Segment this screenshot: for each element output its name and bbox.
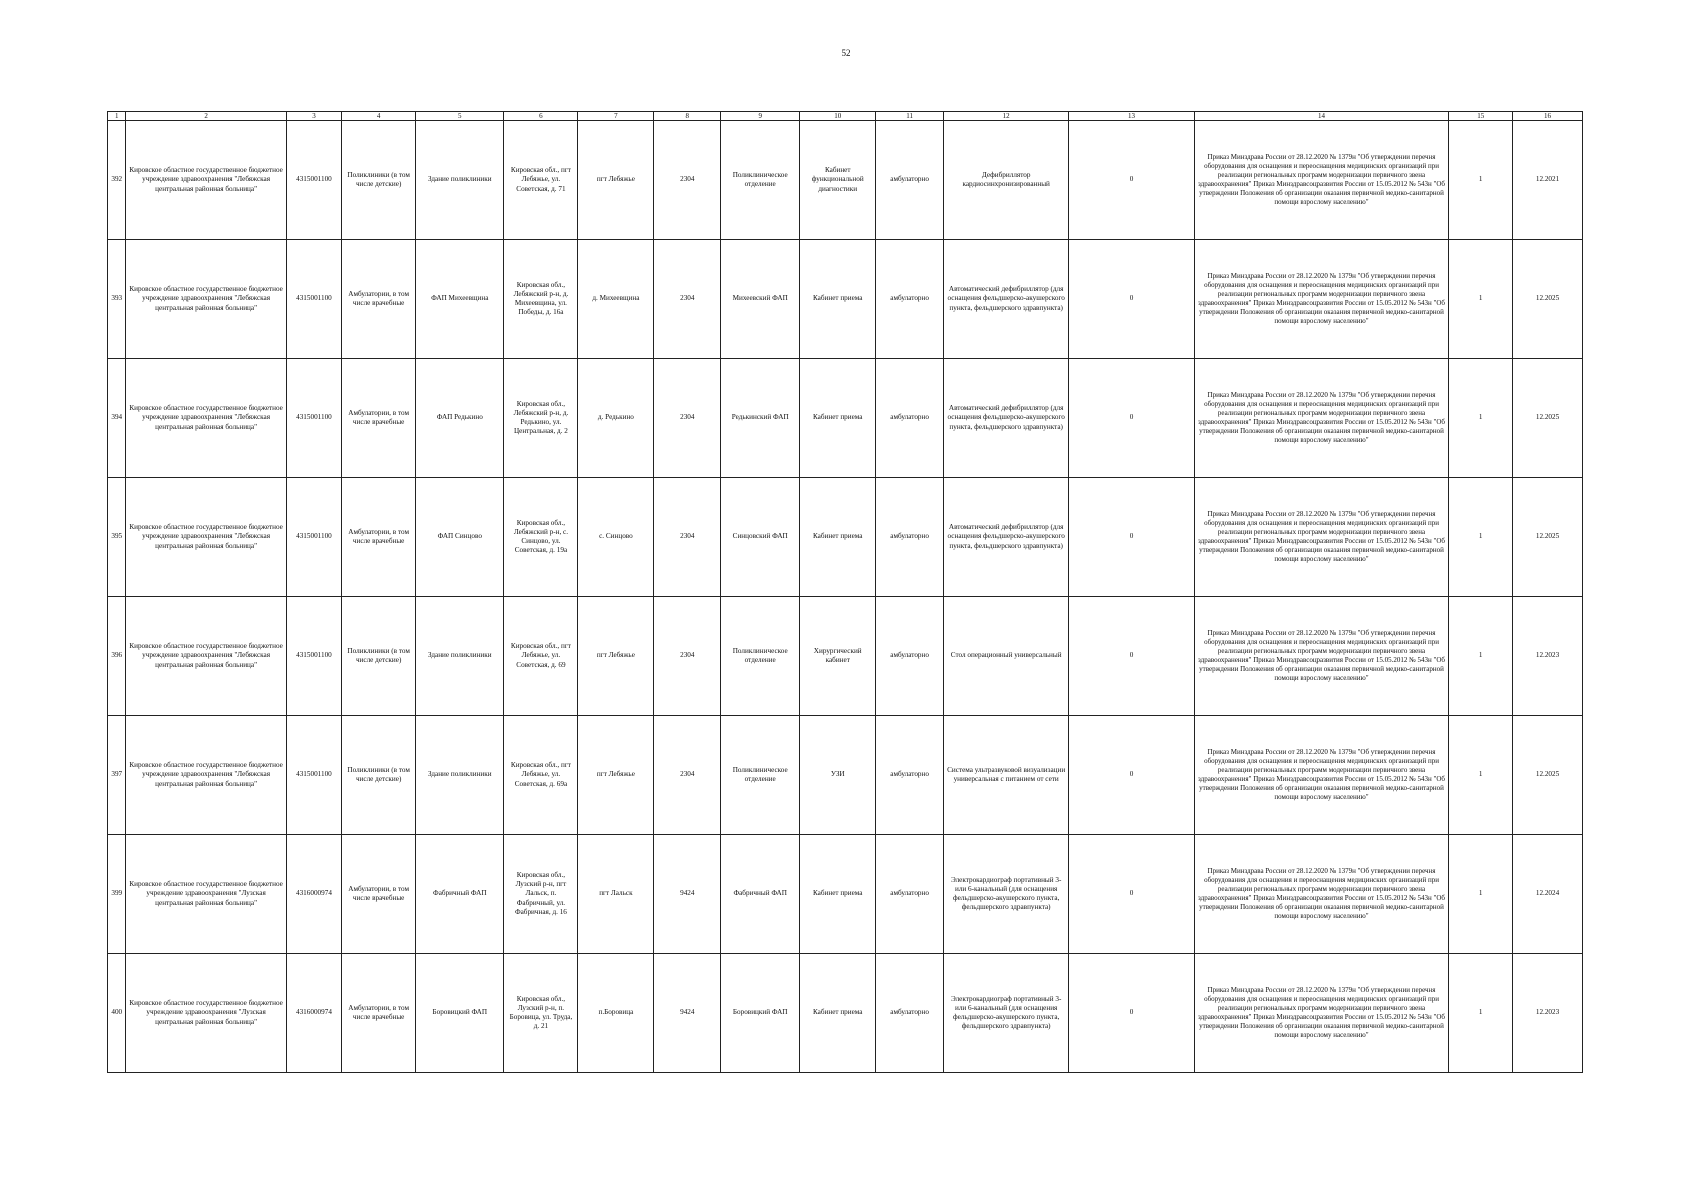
col-header: 3 bbox=[286, 112, 341, 121]
plan-cell: 1 bbox=[1449, 240, 1513, 359]
organization-cell: Кировское областное государственное бюджетное учреждение здравоохранения "Лузская центральная районная больница" bbox=[126, 835, 286, 954]
quantity-cell: 0 bbox=[1069, 597, 1194, 716]
building-cell: Здание поликлиники bbox=[416, 121, 504, 240]
building-cell: ФАП Синцово bbox=[416, 478, 504, 597]
code-cell: 2304 bbox=[654, 716, 721, 835]
organization-cell: Кировское областное государственное бюджетное учреждение здравоохранения "Лебяжская центральная районная больница" bbox=[126, 716, 286, 835]
building-cell: Фабричный ФАП bbox=[416, 835, 504, 954]
facility-type-cell: Амбулатории, в том числе врачебные bbox=[342, 478, 416, 597]
care-mode-cell: амбулаторно bbox=[876, 478, 944, 597]
legal-basis-cell: Приказ Минздрава России от 28.12.2020 № 1379н "Об утверждении перечня оборудования для оснащения и переоснащения медицинских организаций при реализации региональных программ модернизации первичного звена здравоохранения" Приказ Минздравсоцразвития России от 15.05.2012 № 543н "Об утверждении Положения об организации оказания первичной медико-санитарной помощи взрослому населению" bbox=[1194, 121, 1449, 240]
date-cell: 12.2025 bbox=[1513, 716, 1583, 835]
equipment-cell: Автоматический дефибриллятор (для оснащения фельдшерско-акушерского пункта, фельдшерского здравпункта) bbox=[944, 478, 1069, 597]
locality-cell: пгт Лебяжье bbox=[578, 716, 654, 835]
col-header: 1 bbox=[108, 112, 126, 121]
room-cell: Кабинет приема bbox=[800, 954, 876, 1073]
legal-basis-cell: Приказ Минздрава России от 28.12.2020 № 1379н "Об утверждении перечня оборудования для оснащения и переоснащения медицинских организаций при реализации региональных программ модернизации первичного звена здравоохранения" Приказ Минздравсоцразвития России от 15.05.2012 № 543н "Об утверждении Положения об организации оказания первичной медико-санитарной помощи взрослому населению" bbox=[1194, 716, 1449, 835]
date-cell: 12.2021 bbox=[1513, 121, 1583, 240]
unit-cell: Фабричный ФАП bbox=[721, 835, 800, 954]
address-cell: Кировская обл., пгт Лебяжье, ул. Советская, д. 69а bbox=[504, 716, 578, 835]
facility-type-cell: Поликлиники (в том числе детские) bbox=[342, 716, 416, 835]
equipment-cell: Автоматический дефибриллятор (для оснащения фельдшерско-акушерского пункта, фельдшерского здравпункта) bbox=[944, 240, 1069, 359]
address-cell: Кировская обл., Лузский р-н, пгт Лальск, п. Фабричный, ул. Фабричная, д. 16 bbox=[504, 835, 578, 954]
date-cell: 12.2025 bbox=[1513, 478, 1583, 597]
locality-cell: пгт Лальск bbox=[578, 835, 654, 954]
row-number: 397 bbox=[108, 716, 126, 835]
locality-cell: д. Редькино bbox=[578, 359, 654, 478]
facility-type-cell: Амбулатории, в том числе врачебные bbox=[342, 954, 416, 1073]
quantity-cell: 0 bbox=[1069, 716, 1194, 835]
room-cell: Кабинет приема bbox=[800, 240, 876, 359]
address-cell: Кировская обл., пгт Лебяжье, ул. Советская, д. 69 bbox=[504, 597, 578, 716]
plan-cell: 1 bbox=[1449, 359, 1513, 478]
col-header: 13 bbox=[1069, 112, 1194, 121]
inn-cell: 4316000974 bbox=[286, 954, 341, 1073]
plan-cell: 1 bbox=[1449, 716, 1513, 835]
room-cell: Кабинет функциональной диагностики bbox=[800, 121, 876, 240]
address-cell: Кировская обл., Лузский р-н, п. Боровица, ул. Труда, д. 21 bbox=[504, 954, 578, 1073]
date-cell: 12.2025 bbox=[1513, 240, 1583, 359]
quantity-cell: 0 bbox=[1069, 478, 1194, 597]
unit-cell: Поликлиническое отделение bbox=[721, 121, 800, 240]
col-header: 6 bbox=[504, 112, 578, 121]
plan-cell: 1 bbox=[1449, 597, 1513, 716]
date-cell: 12.2023 bbox=[1513, 597, 1583, 716]
quantity-cell: 0 bbox=[1069, 954, 1194, 1073]
quantity-cell: 0 bbox=[1069, 121, 1194, 240]
care-mode-cell: амбулаторно bbox=[876, 597, 944, 716]
facility-type-cell: Поликлиники (в том числе детские) bbox=[342, 597, 416, 716]
unit-cell: Поликлиническое отделение bbox=[721, 597, 800, 716]
locality-cell: п.Боровица bbox=[578, 954, 654, 1073]
col-header: 10 bbox=[800, 112, 876, 121]
facility-type-cell: Амбулатории, в том числе врачебные bbox=[342, 359, 416, 478]
building-cell: Здание поликлиники bbox=[416, 716, 504, 835]
code-cell: 9424 bbox=[654, 835, 721, 954]
room-cell: Кабинет приема bbox=[800, 478, 876, 597]
room-cell: Кабинет приема bbox=[800, 359, 876, 478]
organization-cell: Кировское областное государственное бюджетное учреждение здравоохранения "Лебяжская центральная районная больница" bbox=[126, 597, 286, 716]
row-number: 399 bbox=[108, 835, 126, 954]
row-number: 396 bbox=[108, 597, 126, 716]
table-row bbox=[108, 835, 1583, 954]
table-row bbox=[108, 121, 1583, 240]
table-row bbox=[108, 240, 1583, 359]
quantity-cell: 0 bbox=[1069, 240, 1194, 359]
code-cell: 2304 bbox=[654, 359, 721, 478]
table-row bbox=[108, 716, 1583, 835]
unit-cell: Михеевский ФАП bbox=[721, 240, 800, 359]
equipment-cell: Система ультразвуковой визуализации универсальная с питанием от сети bbox=[944, 716, 1069, 835]
table-row bbox=[108, 954, 1583, 1073]
plan-cell: 1 bbox=[1449, 121, 1513, 240]
row-number: 392 bbox=[108, 121, 126, 240]
col-header: 11 bbox=[876, 112, 944, 121]
locality-cell: пгт Лебяжье bbox=[578, 597, 654, 716]
unit-cell: Редькинский ФАП bbox=[721, 359, 800, 478]
row-number: 400 bbox=[108, 954, 126, 1073]
building-cell: Боровицкий ФАП bbox=[416, 954, 504, 1073]
organization-cell: Кировское областное государственное бюджетное учреждение здравоохранения "Лебяжская центральная районная больница" bbox=[126, 359, 286, 478]
organization-cell: Кировское областное государственное бюджетное учреждение здравоохранения "Лузская центральная районная больница" bbox=[126, 954, 286, 1073]
legal-basis-cell: Приказ Минздрава России от 28.12.2020 № 1379н "Об утверждении перечня оборудования для оснащения и переоснащения медицинских организаций при реализации региональных программ модернизации первичного звена здравоохранения" Приказ Минздравсоцразвития России от 15.05.2012 № 543н "Об утверждении Положения об организации оказания первичной медико-санитарной помощи взрослому населению" bbox=[1194, 835, 1449, 954]
unit-cell: Боровицкий ФАП bbox=[721, 954, 800, 1073]
room-cell: УЗИ bbox=[800, 716, 876, 835]
organization-cell: Кировское областное государственное бюджетное учреждение здравоохранения "Лебяжская центральная районная больница" bbox=[126, 240, 286, 359]
col-header: 15 bbox=[1449, 112, 1513, 121]
code-cell: 2304 bbox=[654, 240, 721, 359]
organization-cell: Кировское областное государственное бюджетное учреждение здравоохранения "Лебяжская центральная районная больница" bbox=[126, 121, 286, 240]
legal-basis-cell: Приказ Минздрава России от 28.12.2020 № 1379н "Об утверждении перечня оборудования для оснащения и переоснащения медицинских организаций при реализации региональных программ модернизации первичного звена здравоохранения" Приказ Минздравсоцразвития России от 15.05.2012 № 543н "Об утверждении Положения об организации оказания первичной медико-санитарной помощи взрослому населению" bbox=[1194, 597, 1449, 716]
table-row bbox=[108, 597, 1583, 716]
quantity-cell: 0 bbox=[1069, 835, 1194, 954]
care-mode-cell: амбулаторно bbox=[876, 240, 944, 359]
row-number: 394 bbox=[108, 359, 126, 478]
row-number: 395 bbox=[108, 478, 126, 597]
legal-basis-cell: Приказ Минздрава России от 28.12.2020 № 1379н "Об утверждении перечня оборудования для оснащения и переоснащения медицинских организаций при реализации региональных программ модернизации первичного звена здравоохранения" Приказ Минздравсоцразвития России от 15.05.2012 № 543н "Об утверждении Положения об организации оказания первичной медико-санитарной помощи взрослому населению" bbox=[1194, 359, 1449, 478]
page-number: 52 bbox=[841, 48, 851, 58]
legal-basis-cell: Приказ Минздрава России от 28.12.2020 № 1379н "Об утверждении перечня оборудования для оснащения и переоснащения медицинских организаций при реализации региональных программ модернизации первичного звена здравоохранения" Приказ Минздравсоцразвития России от 15.05.2012 № 543н "Об утверждении Положения об организации оказания первичной медико-санитарной помощи взрослому населению" bbox=[1194, 478, 1449, 597]
col-header: 7 bbox=[578, 112, 654, 121]
inn-cell: 4315001100 bbox=[286, 121, 341, 240]
legal-basis-cell: Приказ Минздрава России от 28.12.2020 № 1379н "Об утверждении перечня оборудования для оснащения и переоснащения медицинских организаций при реализации региональных программ модернизации первичного звена здравоохранения" Приказ Минздравсоцразвития России от 15.05.2012 № 543н "Об утверждении Положения об организации оказания первичной медико-санитарной помощи взрослому населению" bbox=[1194, 240, 1449, 359]
equipment-cell: Электрокардиограф портативный 3- или 6-канальный (для оснащения фельдшерско-акушерского пункта, фельдшерского здравпункта) bbox=[944, 954, 1069, 1073]
col-header: 9 bbox=[721, 112, 800, 121]
inn-cell: 4316000974 bbox=[286, 835, 341, 954]
locality-cell: с. Синцово bbox=[578, 478, 654, 597]
organization-cell: Кировское областное государственное бюджетное учреждение здравоохранения "Лебяжская центральная районная больница" bbox=[126, 478, 286, 597]
facility-type-cell: Амбулатории, в том числе врачебные bbox=[342, 835, 416, 954]
building-cell: ФАП Редькино bbox=[416, 359, 504, 478]
code-cell: 2304 bbox=[654, 478, 721, 597]
table-header-row bbox=[108, 112, 1583, 121]
plan-cell: 1 bbox=[1449, 835, 1513, 954]
inn-cell: 4315001100 bbox=[286, 478, 341, 597]
col-header: 8 bbox=[654, 112, 721, 121]
col-header: 14 bbox=[1194, 112, 1449, 121]
address-cell: Кировская обл., пгт Лебяжье, ул. Советская, д. 71 bbox=[504, 121, 578, 240]
care-mode-cell: амбулаторно bbox=[876, 835, 944, 954]
building-cell: Здание поликлиники bbox=[416, 597, 504, 716]
date-cell: 12.2025 bbox=[1513, 359, 1583, 478]
row-number: 393 bbox=[108, 240, 126, 359]
care-mode-cell: амбулаторно bbox=[876, 359, 944, 478]
facility-type-cell: Амбулатории, в том числе врачебные bbox=[342, 240, 416, 359]
col-header: 2 bbox=[126, 112, 286, 121]
plan-cell: 1 bbox=[1449, 954, 1513, 1073]
unit-cell: Поликлиническое отделение bbox=[721, 716, 800, 835]
equipment-table bbox=[107, 111, 1583, 1073]
room-cell: Хирургический кабинет bbox=[800, 597, 876, 716]
table-row bbox=[108, 478, 1583, 597]
address-cell: Кировская обл., Лебяжский р-н, с. Синцово, ул. Советская, д. 19а bbox=[504, 478, 578, 597]
date-cell: 12.2024 bbox=[1513, 835, 1583, 954]
col-header: 4 bbox=[342, 112, 416, 121]
inn-cell: 4315001100 bbox=[286, 359, 341, 478]
care-mode-cell: амбулаторно bbox=[876, 716, 944, 835]
col-header: 16 bbox=[1513, 112, 1583, 121]
equipment-cell: Дефибриллятор кардиосинхронизированный bbox=[944, 121, 1069, 240]
facility-type-cell: Поликлиники (в том числе детские) bbox=[342, 121, 416, 240]
legal-basis-cell: Приказ Минздрава России от 28.12.2020 № 1379н "Об утверждении перечня оборудования для оснащения и переоснащения медицинских организаций при реализации региональных программ модернизации первичного звена здравоохранения" Приказ Минздравсоцразвития России от 15.05.2012 № 543н "Об утверждении Положения об организации оказания первичной медико-санитарной помощи взрослому населению" bbox=[1194, 954, 1449, 1073]
col-header: 5 bbox=[416, 112, 504, 121]
inn-cell: 4315001100 bbox=[286, 716, 341, 835]
locality-cell: пгт Лебяжье bbox=[578, 121, 654, 240]
plan-cell: 1 bbox=[1449, 478, 1513, 597]
equipment-cell: Стол операционный универсальный bbox=[944, 597, 1069, 716]
code-cell: 9424 bbox=[654, 954, 721, 1073]
table-row bbox=[108, 359, 1583, 478]
inn-cell: 4315001100 bbox=[286, 597, 341, 716]
equipment-cell: Электрокардиограф портативный 3- или 6-канальный (для оснащения фельдшерско-акушерского пункта, фельдшерского здравпункта) bbox=[944, 835, 1069, 954]
unit-cell: Синцовский ФАП bbox=[721, 478, 800, 597]
care-mode-cell: амбулаторно bbox=[876, 954, 944, 1073]
address-cell: Кировская обл., Лебяжский р-н, д. Михеевщина, ул. Победы, д. 16а bbox=[504, 240, 578, 359]
inn-cell: 4315001100 bbox=[286, 240, 341, 359]
code-cell: 2304 bbox=[654, 597, 721, 716]
code-cell: 2304 bbox=[654, 121, 721, 240]
quantity-cell: 0 bbox=[1069, 359, 1194, 478]
building-cell: ФАП Михеевщина bbox=[416, 240, 504, 359]
care-mode-cell: амбулаторно bbox=[876, 121, 944, 240]
room-cell: Кабинет приема bbox=[800, 835, 876, 954]
locality-cell: д. Михеевщина bbox=[578, 240, 654, 359]
date-cell: 12.2023 bbox=[1513, 954, 1583, 1073]
address-cell: Кировская обл., Лебяжский р-н, д. Редькино, ул. Центральная, д. 2 bbox=[504, 359, 578, 478]
col-header: 12 bbox=[944, 112, 1069, 121]
equipment-cell: Автоматический дефибриллятор (для оснащения фельдшерско-акушерского пункта, фельдшерского здравпункта) bbox=[944, 359, 1069, 478]
